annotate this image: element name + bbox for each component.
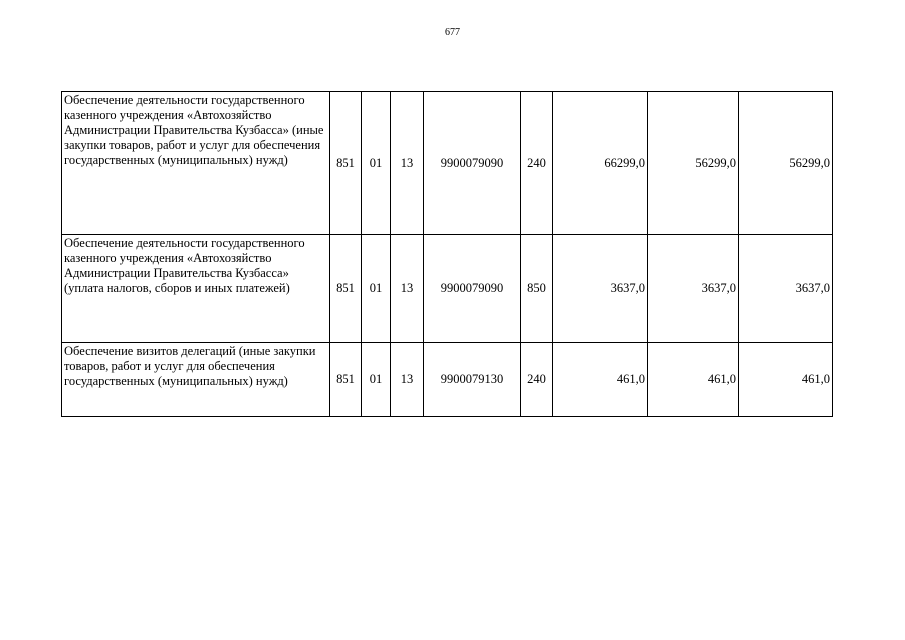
expense-type-code: 240 — [521, 92, 553, 235]
section-code: 01 — [362, 343, 391, 417]
budget-table — [61, 91, 833, 417]
section-code: 01 — [362, 235, 391, 343]
subsection-code: 13 — [391, 92, 424, 235]
subsection-code: 13 — [391, 235, 424, 343]
target-article-code: 9900079090 — [424, 92, 521, 235]
table-row — [62, 92, 833, 235]
sum-year-3: 3637,0 — [739, 235, 833, 343]
sum-year-2: 461,0 — [648, 343, 739, 417]
sum-year-2: 3637,0 — [648, 235, 739, 343]
row-description: Обеспечение визитов делегаций (иные закупки товаров, работ и услуг для обеспечения государственных (муниципальных) нужд) — [62, 343, 330, 417]
sum-year-1: 461,0 — [553, 343, 648, 417]
target-article-code: 9900079130 — [424, 343, 521, 417]
page-number: 677 — [445, 27, 460, 38]
sum-year-3: 56299,0 — [739, 92, 833, 235]
ministry-code: 851 — [330, 235, 362, 343]
table-row — [62, 343, 833, 417]
row-description: Обеспечение деятельности государственного казенного учреждения «Автохозяйство Администрации Правительства Кузбасса» (уплата налогов, сборов и иных платежей) — [62, 235, 330, 343]
ministry-code: 851 — [330, 343, 362, 417]
table-row — [62, 235, 833, 343]
subsection-code: 13 — [391, 343, 424, 417]
section-code: 01 — [362, 92, 391, 235]
sum-year-2: 56299,0 — [648, 92, 739, 235]
sum-year-1: 66299,0 — [553, 92, 648, 235]
sum-year-3: 461,0 — [739, 343, 833, 417]
target-article-code: 9900079090 — [424, 235, 521, 343]
expense-type-code: 240 — [521, 343, 553, 417]
row-description: Обеспечение деятельности государственного казенного учреждения «Автохозяйство Администрации Правительства Кузбасса» (иные закупки товаров, работ и услуг для обеспечения государственных (муниципальных) нужд) — [62, 92, 330, 235]
expense-type-code: 850 — [521, 235, 553, 343]
ministry-code: 851 — [330, 92, 362, 235]
sum-year-1: 3637,0 — [553, 235, 648, 343]
